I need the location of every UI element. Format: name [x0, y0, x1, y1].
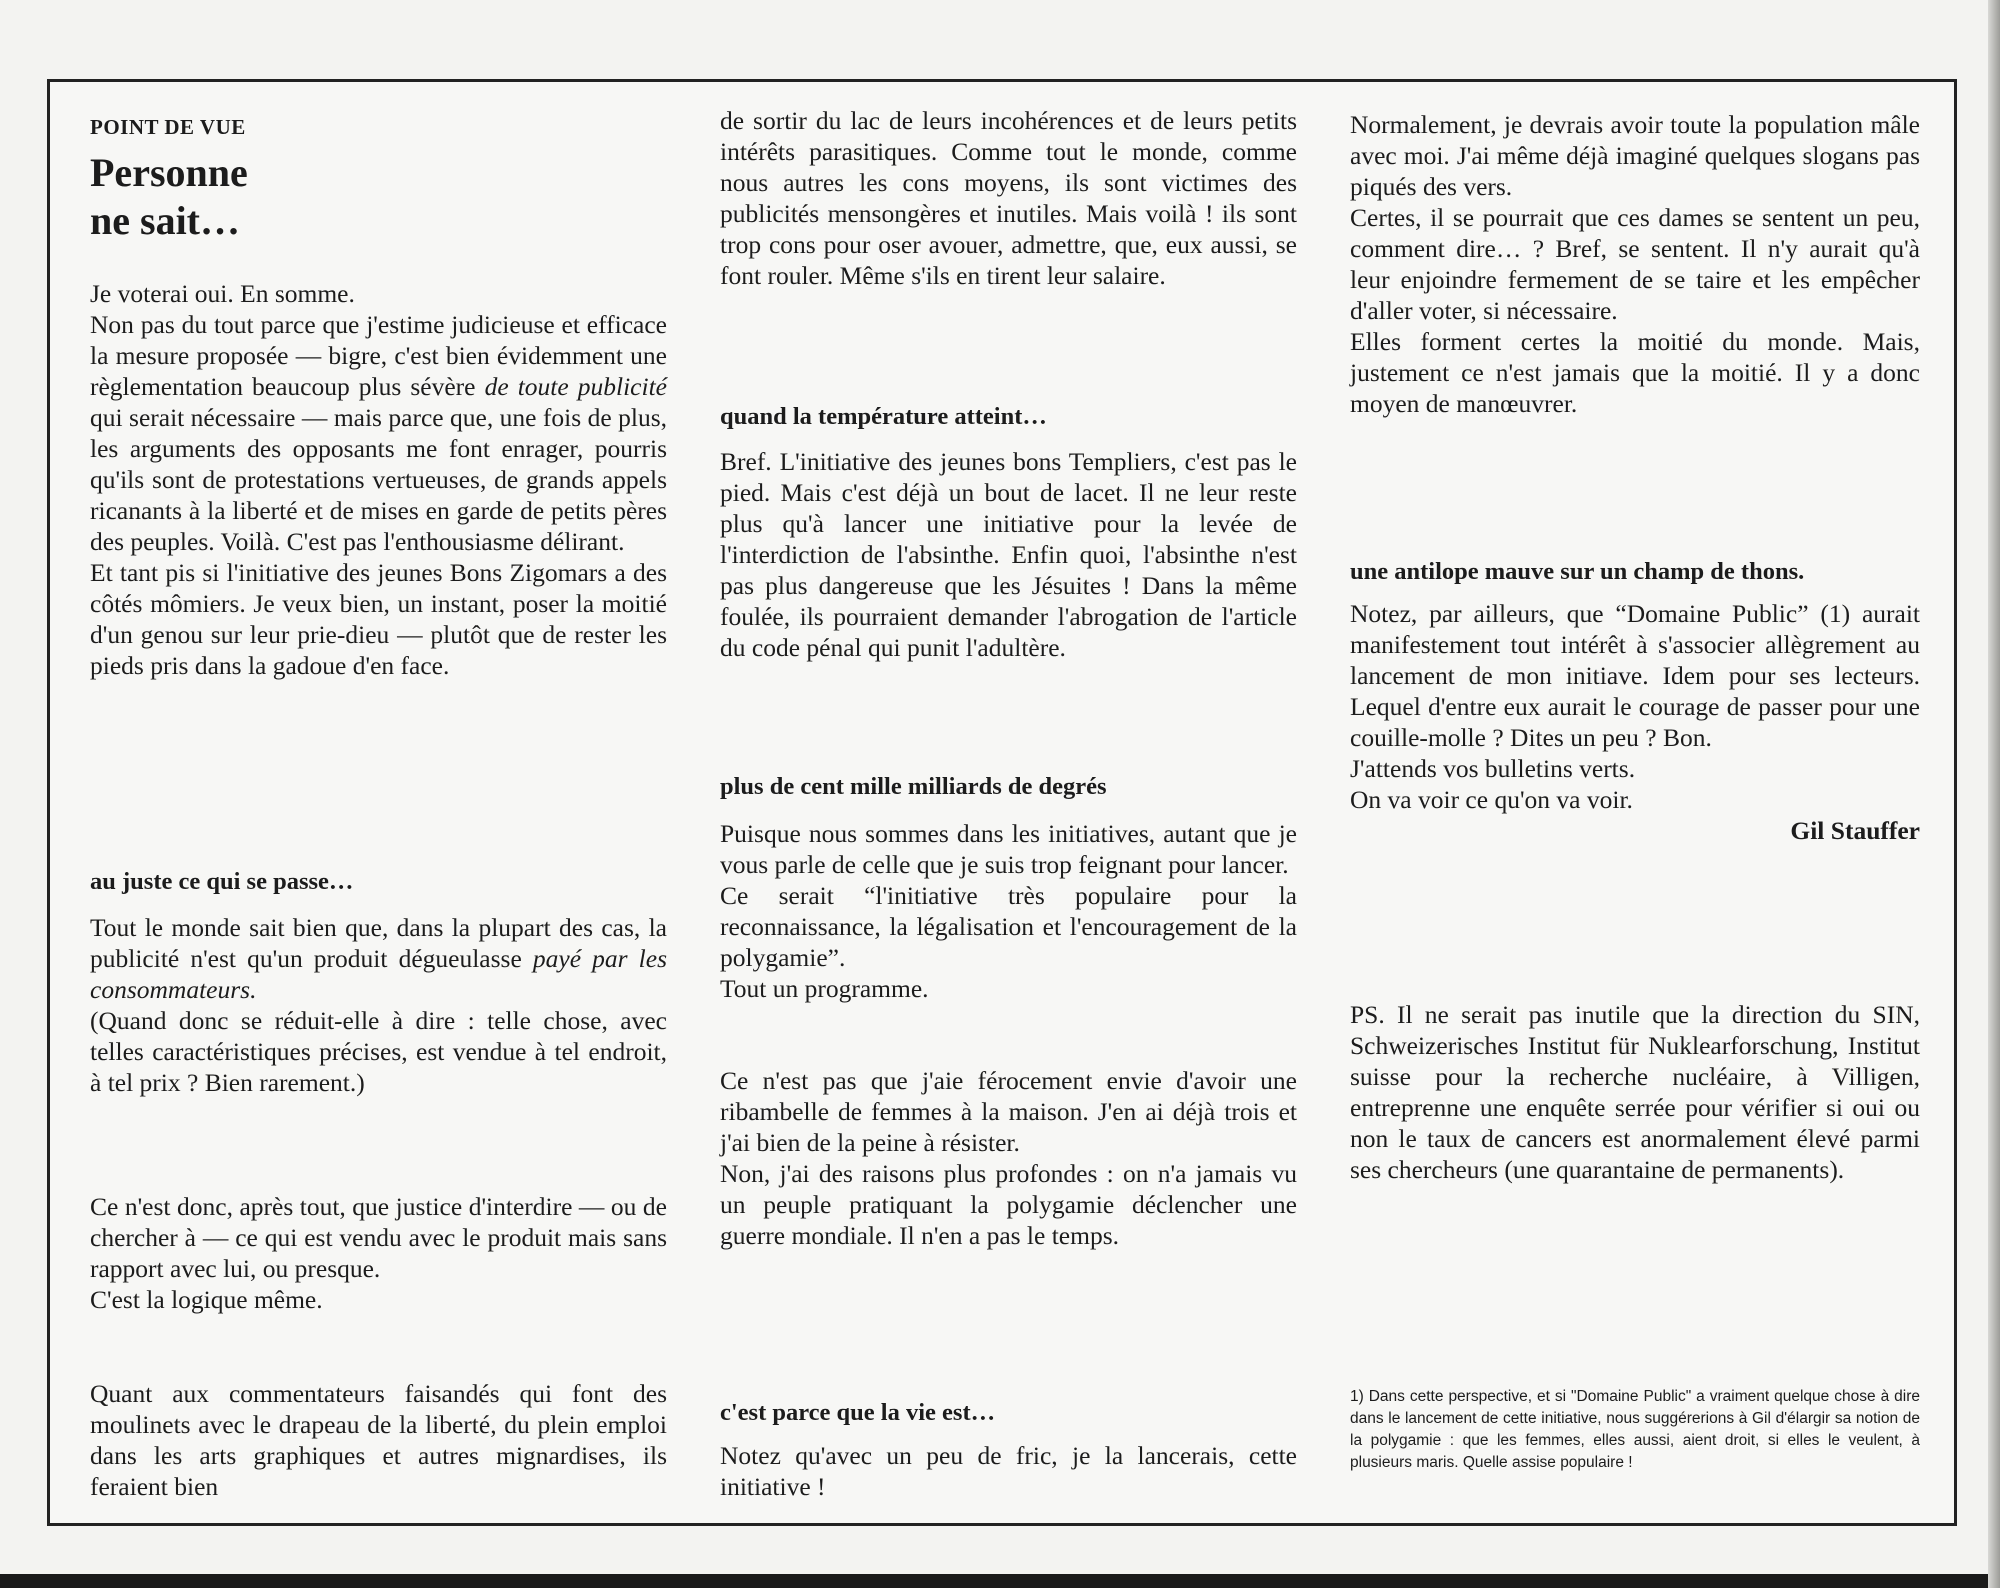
paragraph: Puisque nous sommes dans les initiatives, autant que je vous parle de celle que je suis trop feignant pour lancer.: [720, 819, 1297, 879]
paragraph: de sortir du lac de leurs incohérences et de leurs petits intérêts parasitiques. Comme tout le monde, comme nous autres les cons moyens, ils sont victimes des publicités mensongères et inutiles. Mais voilà ! ils sont trop cons pour oser avouer, admettre, que, eux aussi, se font rouler. Même s'ils en tirent leur salaire.: [720, 106, 1297, 290]
headline-line-1: Personne: [90, 150, 248, 195]
paragraph: Ce serait “l'initiative très populaire pour la reconnaissance, la légalisation et l'encouragement de la polygamie”.: [720, 881, 1297, 972]
paragraph: On va voir ce qu'on va voir.: [1350, 785, 1633, 814]
paragraph: Certes, il se pourrait que ces dames se sentent un peu, comment dire… ? Bref, se sentent. Il n'y aurait qu'à leur enjoindre fermement de se taire et les empêcher d'aller voter, si nécessaire.: [1350, 203, 1920, 325]
article-frame: [47, 79, 1957, 1526]
paragraph: Non pas du tout parce que j'estime judicieuse et efficace la mesure proposée — bigre, c'est bien évidemment une règlementation beaucoup plus sévère de toute publicité qui serait nécessaire — mais parce que, une fois de plus, les arguments des opposants me font enrager, pourris qu'ils sont de protestations vertueuses, de grands appels ricanants à la liberté et de mises en garde de petits pères des peuples. Voilà. C'est pas l'enthousiasme délirant.: [90, 310, 667, 556]
paragraph: Et tant pis si l'initiative des jeunes Bons Zigomars a des côtés mômiers. Je veux bien, un instant, poser la moitié d'un genou sur leur prie-dieu — plutôt que de rester les pieds pris dans la gadoue d'en face.: [90, 558, 667, 680]
paragraph: Ce n'est pas que j'aie férocement envie d'avoir une ribambelle de femmes à la maison. J'en ai déjà trois et j'ai bien de la peine à résister.: [720, 1066, 1297, 1157]
page-right-edge: [1988, 0, 2000, 1588]
paragraph: Tout le monde sait bien que, dans la plupart des cas, la publicité n'est qu'un produit dégueulasse payé par les consommateurs.: [90, 913, 668, 1004]
subheading: au juste ce qui se passe…: [90, 868, 354, 895]
paragraph: Normalement, je devrais avoir toute la population mâle avec moi. J'ai même déjà imaginé quelques slogans pas piqués des vers.: [1350, 110, 1920, 201]
page-bottom-edge: [0, 1574, 2000, 1588]
paragraph: Je voterai oui. En somme.: [90, 279, 355, 308]
subheading: plus de cent mille milliards de degrés: [720, 773, 1107, 800]
paragraph: (Quand donc se réduit-elle à dire : telle chose, avec telles caractéristiques précises, est vendue à tel endroit, à tel prix ? Bien rarement.): [90, 1006, 667, 1097]
paragraph: Quant aux commentateurs faisandés qui font des moulinets avec le drapeau de la liberté, du plein emploi dans les arts graphiques et autres mignardises, ils feraient bien: [90, 1379, 667, 1501]
paragraph: Elles forment certes la moitié du monde. Mais, justement ce n'est jamais que la moitié. Il y a donc moyen de manœuvrer.: [1350, 327, 1920, 418]
headline: [90, 149, 667, 245]
headline-line-2: ne sait…: [90, 198, 240, 243]
paragraph: J'attends vos bulletins verts.: [1350, 754, 1636, 783]
paragraph: Notez, par ailleurs, que “Domaine Public” (1) aurait manifestement tout intérêt à s'associer allègrement au lancement de mon initiave. Idem pour ses lecteurs. Lequel d'entre eux aurait le courage de passer pour une couille-molle ? Dites un peu ? Bon.: [1350, 599, 1920, 752]
subheading: quand la température atteint…: [720, 403, 1047, 430]
paragraph: Non, j'ai des raisons plus profondes : on n'a jamais vu un peuple pratiquant la polygamie déclencher une guerre mondiale. Il n'en a pas le temps.: [720, 1159, 1297, 1250]
footnote: 1) Dans cette perspective, et si "Domaine Public" a vraiment quelque chose à dire dans le lancement de cette initiative, nous suggérerions à Gil d'élargir sa notion de la polygamie : que les femmes, elles aussi, aient droit, si elles le veulent, à plusieurs maris. Quelle assise populaire !: [1350, 1388, 1920, 1471]
author-signature: Gil Stauffer: [1790, 816, 1920, 845]
subheading: une antilope mauve sur un champ de thons.: [1350, 558, 1805, 585]
paragraph: Tout un programme.: [720, 974, 929, 1003]
paragraph: Ce n'est donc, après tout, que justice d'interdire — ou de chercher à — ce qui est vendu avec le produit mais sans rapport avec lui, ou presque.: [90, 1192, 667, 1283]
paragraph: C'est la logique même.: [90, 1285, 323, 1314]
postscript: PS. Il ne serait pas inutile que la direction du SIN, Schweizerisches Institut für Nuklearforschung, Institut suisse pour la recherche nucléaire, à Villigen, entreprenne une enquête serrée pour vérifier si oui ou non le taux de cancers est anormalement élevé parmi ses chercheurs (une quarantaine de permanents).: [1350, 1000, 1920, 1184]
subheading: c'est parce que la vie est…: [720, 1399, 996, 1426]
paragraph: Notez qu'avec un peu de fric, je la lancerais, cette initiative !: [720, 1441, 1297, 1501]
paragraph: Bref. L'initiative des jeunes bons Templiers, c'est pas le pied. Mais c'est déjà un bout de lacet. Il ne leur reste plus qu'à lancer une initiative pour la levée de l'interdiction de l'absinthe. Enfin quoi, l'absinthe n'est pas plus dangereuse que les Jésuites ! Dans la même foulée, ils pourraient demander l'abrogation de l'article du code pénal qui punit l'adultère.: [720, 447, 1297, 662]
kicker: POINT DE VUE: [90, 115, 246, 139]
